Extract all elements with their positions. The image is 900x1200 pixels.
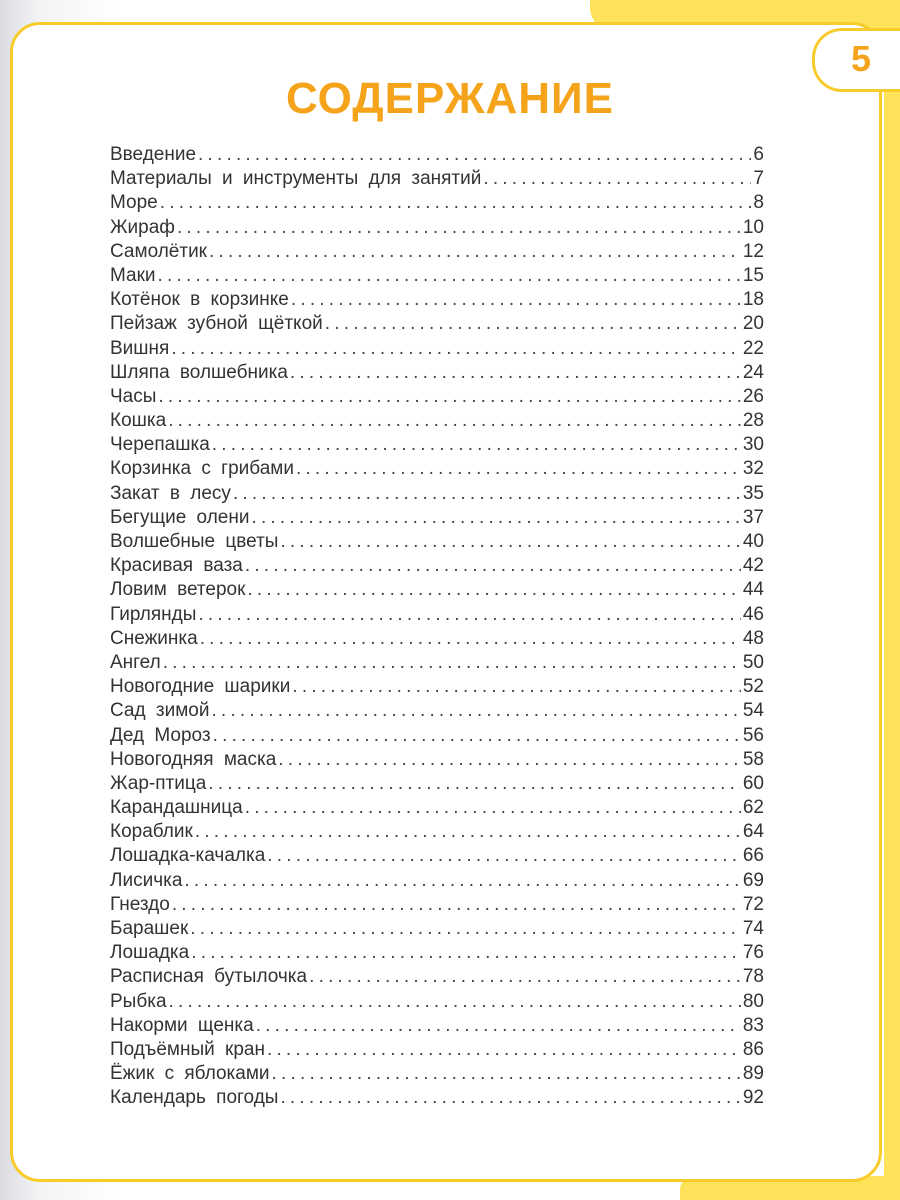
dot-leader — [208, 773, 741, 795]
toc-entry[interactable] — [110, 241, 764, 265]
toc-entry-title: Черепашка — [110, 434, 210, 456]
dot-leader — [256, 1015, 741, 1037]
toc-entry-title: Гнездо — [110, 893, 170, 915]
dot-leader — [291, 289, 741, 311]
dot-leader — [198, 604, 740, 626]
toc-entry-title: Рыбка — [110, 990, 167, 1012]
toc-entry[interactable] — [110, 555, 764, 579]
toc-entry-page: 37 — [742, 506, 764, 528]
toc-entry-title: Подъёмный кран — [110, 1038, 265, 1060]
toc-entry-title: Ёжик с яблоками — [110, 1063, 270, 1085]
dot-leader — [158, 265, 741, 287]
toc-entry-page: 52 — [742, 676, 764, 698]
dot-leader — [168, 410, 741, 432]
toc-entry-title: Кошка — [110, 410, 167, 432]
toc-entry[interactable] — [110, 991, 764, 1015]
toc-entry-page: 48 — [742, 627, 764, 649]
toc-entry-title: Красивая ваза — [110, 555, 243, 577]
toc-entry-title: Закат в лесу — [110, 482, 231, 504]
toc-entry-page: 40 — [742, 531, 764, 552]
toc-entry-page: 44 — [742, 579, 764, 601]
toc-entry[interactable] — [110, 338, 764, 362]
toc-entry-page: 83 — [742, 1014, 764, 1036]
toc-entry[interactable] — [110, 966, 764, 990]
toc-entry-title: Кораблик — [110, 821, 193, 843]
toc-entry-title: Ангел — [110, 651, 161, 673]
dot-leader — [184, 870, 740, 892]
toc-entry-title: Волшебные цветы — [110, 531, 279, 552]
dot-leader — [245, 797, 741, 819]
toc-entry[interactable] — [110, 483, 764, 507]
toc-entry[interactable] — [110, 604, 764, 628]
toc-entry-page: 8 — [753, 192, 764, 214]
dot-leader — [309, 966, 741, 988]
toc-entry[interactable] — [110, 362, 764, 386]
toc-entry-page: 76 — [742, 942, 764, 964]
toc-entry-title: Календарь погоды — [110, 1087, 279, 1109]
dot-leader — [209, 241, 741, 263]
toc-entry[interactable] — [110, 531, 764, 555]
dot-leader — [247, 579, 740, 601]
dot-leader — [296, 458, 741, 480]
toc-entry-page: 72 — [742, 893, 764, 915]
toc-entry-page: 56 — [742, 724, 764, 746]
toc-entry[interactable] — [110, 458, 764, 482]
toc-entry-title: Море — [110, 192, 158, 214]
dot-leader — [251, 507, 740, 529]
toc-entry-page: 26 — [742, 385, 764, 407]
toc-entry[interactable] — [110, 579, 764, 603]
toc-entry-page: 80 — [742, 990, 764, 1012]
toc-entry[interactable] — [110, 313, 764, 337]
toc-entry[interactable] — [110, 797, 764, 821]
toc-entry-page: 30 — [742, 434, 764, 456]
toc-entry-page: 32 — [742, 458, 764, 480]
toc-entry-page: 24 — [742, 361, 764, 383]
decorative-right-strip — [884, 90, 900, 1200]
toc-entry[interactable] — [110, 652, 764, 676]
dot-leader — [290, 362, 741, 384]
toc-entry[interactable] — [110, 265, 764, 289]
dot-leader — [169, 991, 741, 1013]
toc-entry-page: 58 — [742, 748, 764, 770]
toc-entry[interactable] — [110, 845, 764, 869]
dot-leader — [233, 483, 741, 505]
toc-entry-page: 74 — [742, 918, 764, 939]
toc-entry-page: 28 — [742, 410, 764, 432]
dot-leader — [325, 313, 741, 335]
toc-entry[interactable] — [110, 894, 764, 918]
toc-entry-page: 42 — [742, 555, 764, 577]
toc-entry[interactable] — [110, 217, 764, 241]
toc-entry[interactable] — [110, 1015, 764, 1039]
toc-entry[interactable] — [110, 821, 764, 845]
dot-leader — [292, 676, 741, 698]
toc-entry[interactable] — [110, 870, 764, 894]
toc-entry-title: Введение — [110, 144, 197, 165]
toc-entry-page: 22 — [742, 337, 764, 359]
dot-leader — [267, 845, 741, 867]
toc-entry[interactable] — [110, 434, 764, 458]
toc-entry-page: 66 — [742, 845, 764, 867]
toc-entry-page: 64 — [742, 821, 764, 843]
toc-entry-title: Новогодние шарики — [110, 676, 291, 698]
toc-entry-title: Жираф — [110, 216, 175, 238]
dot-leader — [278, 749, 741, 771]
dot-leader — [267, 1039, 741, 1061]
toc-entry[interactable] — [110, 700, 764, 724]
dot-leader — [272, 1063, 741, 1085]
dot-leader — [158, 386, 740, 408]
toc-entry-page: 15 — [742, 264, 764, 286]
toc-entry-page: 54 — [742, 700, 764, 722]
toc-entry[interactable] — [110, 628, 764, 652]
dot-leader — [160, 192, 752, 214]
dot-leader — [177, 217, 741, 239]
dot-leader — [171, 338, 741, 360]
toc-entry[interactable] — [110, 942, 764, 966]
toc-entry-title: Маки — [110, 264, 156, 286]
toc-entry-page: 20 — [742, 313, 764, 335]
toc-entry[interactable] — [110, 289, 764, 313]
toc-entry-page: 86 — [742, 1038, 764, 1060]
toc-entry-page: 78 — [742, 966, 764, 988]
toc-entry-title: Корзинка с грибами — [110, 458, 294, 480]
toc-entry-page: 92 — [742, 1087, 764, 1109]
toc-entry-page: 60 — [742, 772, 764, 794]
table-of-contents — [110, 144, 764, 1112]
toc-entry-title: Гирлянды — [110, 603, 197, 625]
dot-leader — [195, 821, 741, 843]
toc-entry-page: 6 — [753, 144, 764, 165]
toc-entry[interactable] — [110, 1087, 764, 1111]
toc-entry-title: Лисичка — [110, 869, 183, 891]
toc-entry-page: 7 — [753, 168, 764, 190]
toc-entry-title: Материалы и инструменты для занятий — [110, 168, 482, 190]
toc-entry-page: 50 — [742, 651, 764, 673]
dot-leader — [483, 168, 751, 190]
toc-entry-title: Расписная бутылочка — [110, 966, 308, 988]
dot-leader — [172, 894, 741, 916]
dot-leader — [211, 700, 740, 722]
toc-entry[interactable] — [110, 918, 764, 942]
toc-entry-title: Лошадка — [110, 942, 190, 964]
dot-leader — [191, 942, 741, 964]
toc-entry[interactable] — [110, 725, 764, 749]
toc-entry-page: 62 — [742, 797, 764, 819]
toc-entry-page: 10 — [742, 216, 764, 238]
toc-entry-title: Накорми щенка — [110, 1014, 254, 1036]
toc-entry-page: 69 — [742, 869, 764, 891]
dot-leader — [190, 918, 741, 940]
toc-entry-title: Жар-птица — [110, 772, 207, 794]
dot-leader — [163, 652, 741, 674]
toc-entry[interactable] — [110, 192, 764, 216]
toc-entry-title: Сад зимой — [110, 700, 210, 722]
toc-entry[interactable] — [110, 144, 764, 168]
toc-entry-title: Ловим ветерок — [110, 579, 246, 601]
toc-entry-title: Дед Мороз — [110, 724, 211, 746]
toc-entry[interactable] — [110, 410, 764, 434]
dot-leader — [200, 628, 741, 650]
toc-entry[interactable] — [110, 773, 764, 797]
toc-entry-title: Лошадка-качалка — [110, 845, 266, 867]
toc-entry[interactable] — [110, 507, 764, 531]
toc-entry-page: 89 — [742, 1063, 764, 1085]
dot-leader — [198, 144, 751, 166]
toc-entry-title: Барашек — [110, 918, 189, 939]
toc-entry-title: Вишня — [110, 337, 170, 359]
toc-entry-page: 35 — [742, 482, 764, 504]
dot-leader — [245, 555, 741, 577]
toc-entry-title: Снежинка — [110, 627, 198, 649]
toc-entry-title: Бегущие олени — [110, 506, 250, 528]
toc-entry-page: 18 — [742, 289, 764, 311]
toc-entry-title: Шляпа волшебника — [110, 361, 288, 383]
dot-leader — [280, 1087, 740, 1109]
toc-entry[interactable] — [110, 168, 764, 192]
page-number: 5 — [851, 38, 872, 79]
toc-entry-title: Пейзаж зубной щёткой — [110, 313, 323, 335]
toc-entry-title: Самолётик — [110, 240, 207, 262]
toc-entry[interactable] — [110, 676, 764, 700]
toc-entry[interactable] — [110, 386, 764, 410]
toc-entry-title: Карандашница — [110, 797, 243, 819]
toc-entry-page: 46 — [742, 603, 764, 625]
toc-entry-title: Новогодняя маска — [110, 748, 277, 770]
dot-leader — [212, 434, 741, 456]
toc-entry-page: 12 — [742, 240, 764, 262]
toc-entry[interactable] — [110, 749, 764, 773]
toc-entry-title: Котёнок в корзинке — [110, 289, 289, 311]
dot-leader — [213, 725, 741, 747]
dot-leader — [280, 531, 740, 553]
toc-entry[interactable] — [110, 1063, 764, 1087]
toc-entry-title: Часы — [110, 385, 157, 407]
page-title: СОДЕРЖАНИЕ — [285, 74, 615, 123]
toc-entry[interactable] — [110, 1039, 764, 1063]
